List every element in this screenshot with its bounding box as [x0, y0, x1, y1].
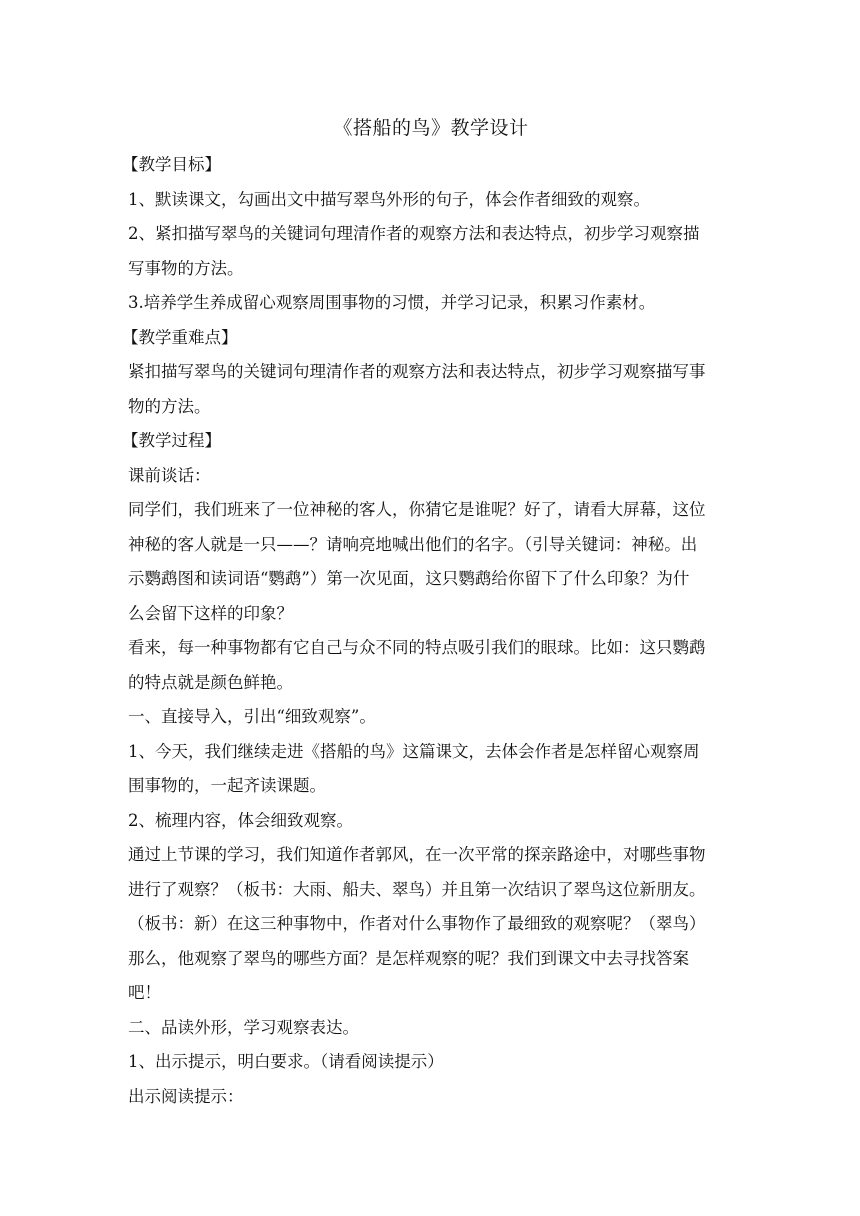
goal-3: 3.培养学生养成留心观察周围事物的习惯，并学习记录，积累习作素材。: [128, 293, 656, 312]
pre-class-talk: 课前谈话：: [128, 465, 211, 485]
section-1: 一、直接导入，引出“细致观察”。: [128, 707, 376, 726]
talk-para-c: 示鹦鹉图和读词语“鹦鹉”）第一次见面，这只鹦鹉给你留下了什么印象？为什: [128, 569, 690, 588]
s2-item-1: 1、出示提示，明白要求。（请看阅读提示）: [128, 1052, 444, 1071]
review-para-e: 吧！: [128, 983, 161, 1002]
talk-para-d: 么会留下这样的印象？: [128, 603, 293, 623]
review-para-d: 那么，他观察了翠鸟的哪些方面？是怎样观察的呢？我们到课文中去寻找答案: [128, 948, 689, 968]
s1-item-1-a: 1、今天，我们继续走进《搭船的鸟》这篇课文，去体会作者是怎样留心观察周: [128, 741, 700, 761]
document-title: 《搭船的鸟》教学设计: [333, 117, 529, 139]
key-point-a: 紧扣描写翠鸟的关键词句理清作者的观察方法和表达特点，初步学习观察描写事: [128, 362, 706, 381]
heading-key-points: 【教学重难点】: [122, 327, 238, 347]
s1-item-1-b: 围事物的，一起齐读课题。: [128, 776, 326, 795]
heading-teaching-goals: 【教学目标】: [122, 155, 221, 174]
heading-process: 【教学过程】: [122, 431, 221, 450]
goal-2-a: 2、紧扣描写翠鸟的关键词句理清作者的观察方法和表达特点，初步学习观察描: [128, 224, 700, 243]
key-point-b: 物的方法。: [128, 396, 211, 416]
document-body: [122, 148, 734, 1114]
feature-para-b: 的特点就是颜色鲜艳。: [128, 672, 293, 692]
section-2: 二、品读外形，学习观察表达。: [128, 1017, 359, 1037]
document-page: [122, 112, 734, 1114]
goal-2-b: 写事物的方法。: [128, 258, 244, 278]
talk-para-a: 同学们，我们班来了一位神秘的客人，你猜它是谁呢？好了，请看大屏幕，这位: [128, 500, 706, 519]
goal-1: 1、默读课文，勾画出文中描写翠鸟外形的句子，体会作者细致的观察。: [128, 189, 650, 209]
s1-item-2: 2、梳理内容，体会细致观察。: [128, 810, 353, 830]
review-para-c: （板书：新）在这三种事物中，作者对什么事物作了最细致的观察呢？（翠鸟）: [128, 914, 706, 933]
review-para-b: 进行了观察？（板书：大雨、船夫、翠鸟）并且第一次结识了翠鸟这位新朋友。: [128, 879, 706, 899]
talk-para-b: 神秘的客人就是一只——？请响亮地喊出他们的名字。（引导关键词：神秘。出: [128, 534, 698, 554]
feature-para-a: 看来，每一种事物都有它自己与众不同的特点吸引我们的眼球。比如：这只鹦鹉: [128, 638, 706, 657]
review-para-a: 通过上节课的学习，我们知道作者郭风，在一次平常的探亲路途中，对哪些事物: [128, 845, 706, 864]
reading-tips: 出示阅读提示：: [128, 1086, 244, 1106]
